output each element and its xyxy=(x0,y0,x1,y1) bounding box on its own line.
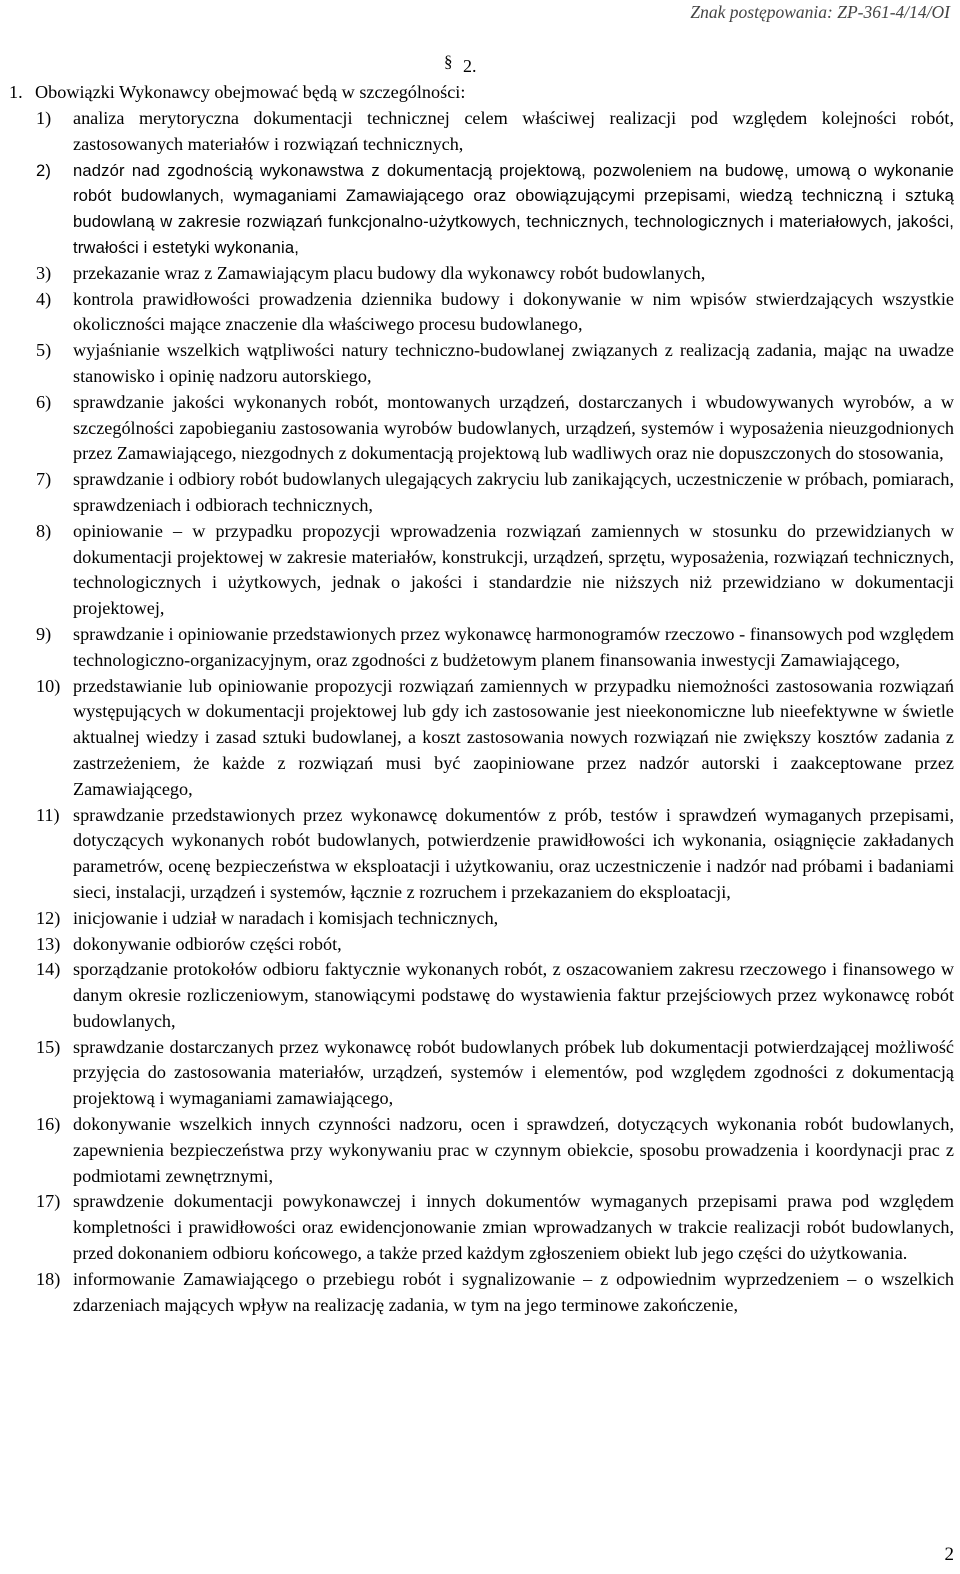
list-item xyxy=(36,622,954,674)
item-text: sprawdzanie i odbiory robót budowlanych ulegających zakryciu lub zanikających, uczestniczenie w próbach, pomiarach, sprawdzeniach i odbiorach technicznych, xyxy=(73,469,954,515)
item-number: 9) xyxy=(36,623,52,644)
item-text: sporządzanie protokołów odbioru faktycznie wykonanych robót, z oszacowaniem zakresu rzeczowego i finansowego w danym okresie rozliczeniowym, stanowiącymi podstawę do wystawienia faktur przejściowych przez wykonawcę robót budowlanych, xyxy=(73,959,954,1031)
clause-text: Obowiązki Wykonawcy obejmować będą w szczególności: xyxy=(35,82,466,102)
list-item xyxy=(36,467,954,519)
item-text: opiniowanie – w przypadku propozycji wprowadzenia rozwiązań zamiennych w stosunku do przewidzianych w dokumentacji projektowej w zakresie materiałów, konstrukcji, urządzeń, sprzętu, wyposażenia, rozwiązań technicznych, technologicznych i użytkowych, jednak o jakości i standardzie nie niższych niż przewidziano w dokumentacji projektowej, xyxy=(73,520,954,619)
list-item xyxy=(36,803,954,906)
item-number: 16) xyxy=(36,1114,61,1135)
page-number: 2 xyxy=(944,1544,954,1565)
list-item xyxy=(36,1189,954,1266)
item-number: 11) xyxy=(36,804,60,825)
item-number: 8) xyxy=(36,520,52,541)
list-item xyxy=(36,1267,954,1319)
clause-number: 1. xyxy=(9,82,23,102)
list-item xyxy=(36,906,954,932)
item-text: sprawdzanie przedstawionych przez wykonawcę dokumentów z prób, testów i sprawdzeń wymaganych przepisami, dotyczących wykonanych robót budowlanych, potwierdzenie prawidłowości ich wykonania, osiągnięcie zakładanych parametrów, ocenę bezpieczeństwa w eksploatacji i użytkowaniu, oraz uczestniczenie i nadzór nad próbami i badaniami sieci, instalacji, urządzeń i systemów, łącznie z rozruchem i przekazaniem do eksploatacji, xyxy=(73,804,954,902)
item-number: 18) xyxy=(36,1268,61,1289)
list-item xyxy=(36,106,954,158)
section-heading xyxy=(444,52,477,77)
item-text: analiza merytoryczna dokumentacji technicznej celem właściwej realizacji pod względem kolejności robót, zastosowanych materiałów i rozwiązań technicznych, xyxy=(73,108,954,154)
list-item xyxy=(36,932,954,958)
item-text: sprawdzanie i opiniowanie przedstawionych przez wykonawcę harmonogramów rzeczowo - finansowych pod względem technologiczno-organizacyjnym, oraz zgodności z budżetowym planem finansowania inwestycji Zamawiającego, xyxy=(73,623,954,670)
item-text: dokonywanie wszelkich innych czynności nadzoru, ocen i sprawdzeń, dotyczących wykonania robót budowlanych, zapewnienia bezpieczeństwa przy wykonywaniu prac w czynnym obiekcie, sposobu prowadzenia i koordynacji prac z podmiotami zewnętrznymi, xyxy=(73,1114,954,1186)
item-text: informowanie Zamawiającego o przebiegu robót i sygnalizowanie – z odpowiednim wyprzedzeniem – o wszelkich zdarzeniach mających wpływ na realizację zadania, w tym na jego terminowe zakończenie, xyxy=(73,1268,954,1315)
item-number: 12) xyxy=(36,907,61,928)
list-item xyxy=(36,158,954,261)
list-item xyxy=(36,338,954,390)
clause-heading xyxy=(9,80,465,106)
obligations-list xyxy=(36,106,954,1318)
item-number: 4) xyxy=(36,288,52,309)
item-number: 5) xyxy=(36,340,52,361)
list-item xyxy=(36,1035,954,1112)
item-number: 2) xyxy=(36,160,52,180)
item-text: nadzór nad zgodnością wykonawstwa z dokumentacją projektową, pozwoleniem na budowę, umową o wykonanie robót budowlanych, wymaganiami Zamawiającego oraz obowiązującymi przepisami, wiedzą techniczną i sztuką budowlaną w zakresie rozwiązań funkcjonalno-użytkowych, technicznych, technologicznych i materiałowych, jakości, trwałości i estetyki wykonania, xyxy=(73,160,954,257)
item-text: przedstawianie lub opiniowanie propozycji rozwiązań zamiennych w przypadku niemożności zastosowania rozwiązań występujących w dokumentacji projektowej lub gdy ich zastosowanie jest nieekonomiczne lub nieefektywne w świetle aktualnej wiedzy i zasad sztuki budowlanej, a koszt zastosowania nowych rozwiązań nie zwiększy kosztów zadania z zastrzeżeniem, że każde z rozwiązań musi być zaopiniowane przez nadzór autorski i zaakceptowane przez Zamawiającego, xyxy=(73,675,954,799)
item-number: 1) xyxy=(36,108,52,128)
list-item xyxy=(36,674,954,803)
item-text: inicjowanie i udział w naradach i komisjach technicznych, xyxy=(73,907,499,928)
item-number: 3) xyxy=(36,262,52,283)
item-number: 17) xyxy=(36,1191,61,1212)
item-text: sprawdzanie dostarczanych przez wykonawcę robót budowlanych próbek lub dokumentacji potwierdzającej możliwość przyjęcia do zastosowania materiałów, urządzeń, systemów i elementów, pod względem zgodności z dokumentacją projektową i wymaganiami zamawiającego, xyxy=(73,1036,954,1109)
item-number: 14) xyxy=(36,959,61,980)
item-text: sprawdzenie dokumentacji powykonawczej i innych dokumentów wymaganych przepisami prawa pod względem kompletności i prawidłowości oraz ewidencjonowanie zmian wprowadzanych w trakcie realizacji robót budowlanych, przed dokonaniem odbioru końcowego, a także przed każdym zgłoszeniem obiekt lub jego części do użytkowania. xyxy=(73,1191,954,1264)
item-text: przekazanie wraz z Zamawiającym placu budowy dla wykonawcy robót budowlanych, xyxy=(73,262,706,283)
section-mark: § xyxy=(444,52,453,71)
item-text: wyjaśnianie wszelkich wątpliwości natury techniczno-budowlanej związanych z realizacją zadania, mając na uwadze stanowisko i opinię nadzoru autorskiego, xyxy=(73,340,954,386)
list-item xyxy=(36,261,954,287)
item-number: 13) xyxy=(36,933,61,954)
item-text: kontrola prawidłowości prowadzenia dziennika budowy i dokonywanie w nim wpisów stwierdzających wszystkie okoliczności mające znaczenie dla właściwego procesu budowlanego, xyxy=(73,288,954,335)
item-text: sprawdzanie jakości wykonanych robót, montowanych urządzeń, dostarczanych i wbudowywanych wyrobów, a w szczególności zapobieganiu zastosowania wyrobów budowlanych, urządzeń, systemów i wyposażenia nieuzgodnionych przez Zamawiającego, niezgodnych z dokumentacją projektową lub wadliwych oraz nie dopuszczonych do stosowania, xyxy=(73,391,954,464)
list-item xyxy=(36,287,954,339)
section-number: 2. xyxy=(463,56,477,76)
item-number: 15) xyxy=(36,1036,61,1057)
document-reference: Znak postępowania: ZP-361-4/14/OI xyxy=(690,2,950,22)
list-item xyxy=(36,519,954,622)
item-number: 10) xyxy=(36,675,61,696)
list-item xyxy=(36,390,954,467)
list-item xyxy=(36,1112,954,1189)
list-item xyxy=(36,957,954,1034)
item-text: dokonywanie odbiorów części robót, xyxy=(73,933,342,954)
item-number: 6) xyxy=(36,391,52,412)
item-number: 7) xyxy=(36,469,52,490)
